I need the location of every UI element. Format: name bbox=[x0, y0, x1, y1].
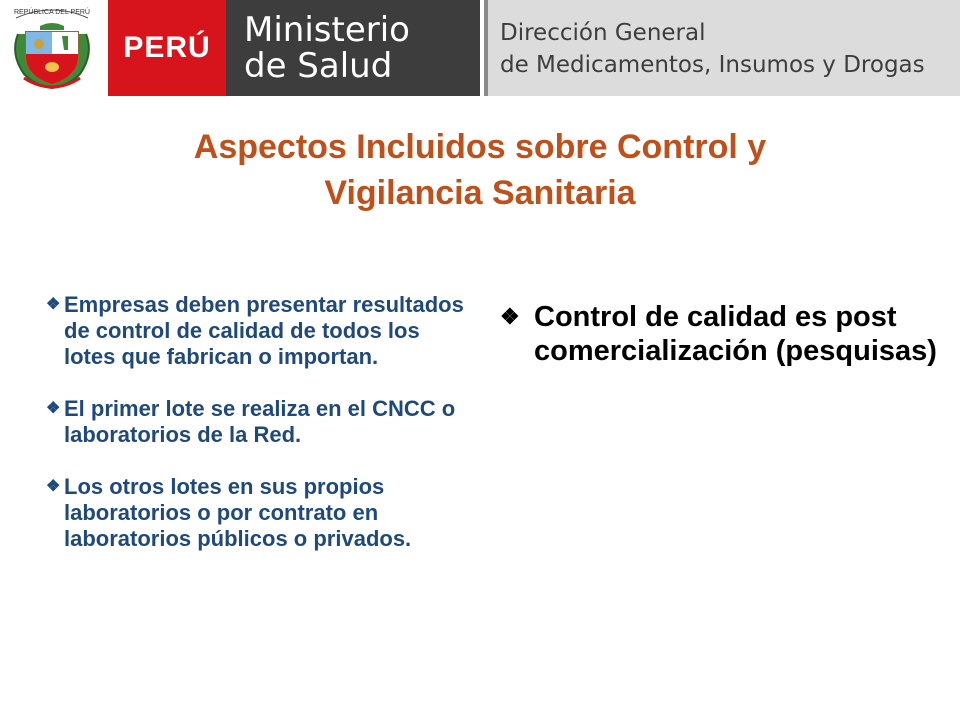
bullet-item bbox=[46, 292, 476, 370]
direccion-banner bbox=[484, 0, 960, 96]
ministerio-logo bbox=[226, 0, 480, 96]
bullet-text: Control de calidad es post comercialización (pesquisas) bbox=[534, 301, 937, 367]
direccion-line2: de Medicamentos, Insumos y Drogas bbox=[500, 52, 925, 78]
coat-of-arms-icon bbox=[6, 4, 98, 92]
bullet-item bbox=[500, 300, 940, 368]
right-bullet-list bbox=[500, 300, 940, 368]
direccion-line1: Dirección General bbox=[500, 20, 706, 46]
bullet-text: Los otros lotes en sus propios laboratorios o por contrato en laboratorios públicos o privados. bbox=[64, 474, 412, 551]
title-line1: Aspectos Incluidos sobre Control y bbox=[193, 128, 767, 166]
left-bullet-list bbox=[46, 292, 476, 578]
header-banner bbox=[0, 0, 960, 96]
ministerio-line1: Ministerio bbox=[244, 10, 410, 50]
bullet-item bbox=[46, 396, 476, 448]
bullet-text: El primer lote se realiza en el CNCC o laboratorios de la Red. bbox=[64, 396, 456, 447]
ministerio-line2: de Salud bbox=[244, 46, 393, 86]
diamond-bullet-icon: ❖ bbox=[500, 304, 520, 329]
crest-label: REPÚBLICA DEL PERÚ bbox=[14, 9, 90, 16]
diamond-bullet-icon: ❖ bbox=[46, 400, 61, 417]
bullet-item bbox=[46, 474, 476, 552]
diamond-bullet-icon: ❖ bbox=[46, 478, 61, 495]
peru-logo: PERÚ bbox=[108, 0, 226, 96]
slide-title bbox=[60, 124, 900, 216]
bullet-text: Empresas deben presentar resultados de control de calidad de todos los lotes que fabrican o importan. bbox=[64, 292, 464, 369]
title-line2: Vigilancia Sanitaria bbox=[324, 174, 636, 212]
diamond-bullet-icon: ❖ bbox=[46, 296, 61, 313]
